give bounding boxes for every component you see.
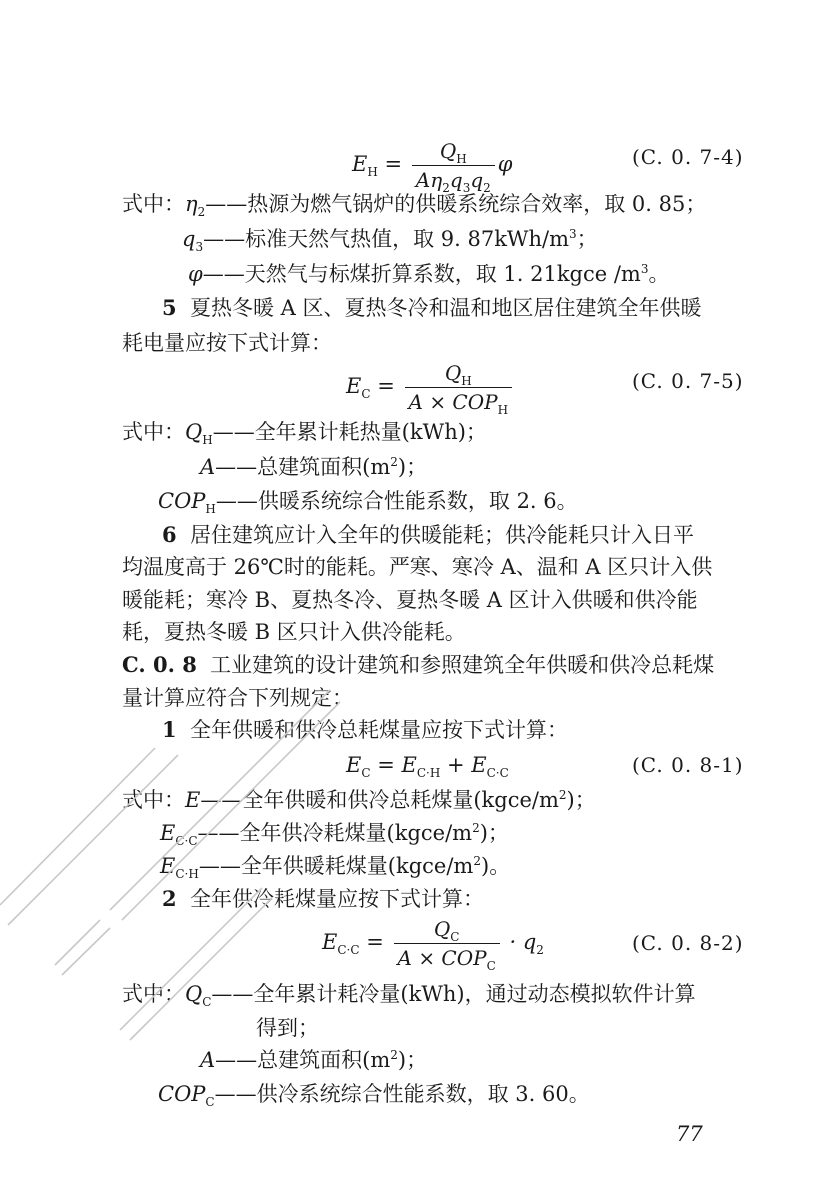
definition-line — [122, 417, 487, 447]
def-text: ——天然气与标煤折算系数，取 1. 21kgce /m — [202, 262, 641, 286]
def-superscript: 3 — [569, 227, 577, 241]
eq-subscript: C — [361, 766, 371, 781]
eq-fraction — [412, 138, 495, 193]
eq-subscript: H — [461, 374, 472, 388]
def-subscript: H — [205, 502, 216, 517]
def-subscript: H — [202, 433, 213, 448]
eq-subscript: H — [497, 403, 509, 417]
eq-subscript: C — [450, 930, 460, 944]
section-c08-line1 — [122, 650, 714, 680]
equation-number: (C. 0. 8-1) — [632, 753, 744, 777]
def-superscript: 2 — [473, 854, 481, 868]
def-symbol: E — [185, 788, 201, 812]
def-superscript: 2 — [472, 821, 480, 835]
eq-fraction — [394, 916, 500, 971]
def-symbol: COP — [158, 1082, 206, 1106]
def-subscript: 3 — [195, 240, 204, 255]
eq-subscript: C·C — [486, 766, 509, 781]
def-text: ——标准天然气热值，取 9. 87kWh/m — [203, 227, 570, 251]
equation-number: (C. 0. 7-4) — [632, 145, 744, 169]
def-text: )； — [479, 821, 509, 845]
eq-numerator: Q — [444, 361, 462, 385]
def-text: ——全年供暖和供冷总耗煤量(kgce/m — [200, 788, 559, 812]
definition-line — [122, 189, 706, 219]
eq-denominator: A — [415, 168, 431, 192]
def-superscript: 3 — [640, 262, 649, 276]
def-text: ——总建筑面积(m — [215, 1048, 391, 1072]
eq-denominator: A × COP — [408, 390, 498, 414]
eq-subscript: 2 — [442, 181, 450, 195]
def-text: ——供暖系统综合性能系数，取 2. 6。 — [215, 489, 578, 513]
def-text: ——全年累计耗热量(kWh)； — [212, 420, 487, 444]
eq-symbol: q — [449, 168, 463, 192]
eq-subscript: C·C — [337, 943, 360, 958]
eq-operator: = — [377, 374, 395, 398]
def-subscript: C — [202, 995, 212, 1010]
equation-c075 — [346, 360, 515, 415]
def-text: ——总建筑面积(m — [215, 455, 391, 479]
definition-line — [122, 785, 596, 815]
eq-numerator: Q — [433, 917, 451, 941]
eq-symbol: η — [430, 168, 443, 192]
def-symbol: Q — [185, 420, 203, 444]
clause-number: 5 — [162, 295, 177, 320]
equation-c082 — [322, 916, 544, 971]
equation-number: (C. 0. 8-2) — [632, 931, 744, 955]
def-text: )； — [397, 1048, 428, 1072]
eq-subscript: C — [361, 387, 371, 402]
eq-operator: = — [366, 930, 384, 954]
eq-subscript: C·H — [416, 766, 441, 781]
eq-subscript: 2 — [536, 943, 544, 958]
def-text: )； — [566, 788, 596, 812]
clause-5-line2: 耗电量应按下式计算： — [122, 331, 332, 355]
eq-symbol: E — [346, 753, 362, 777]
def-symbol: Q — [185, 982, 203, 1006]
def-text: )。 — [481, 854, 511, 878]
eq-subscript: H — [456, 152, 467, 166]
def-subscript: C·H — [175, 867, 199, 882]
def-superscript: 2 — [390, 455, 398, 469]
def-symbol: q — [182, 227, 196, 251]
eq-symbol: E — [322, 930, 338, 954]
def-text: ——供冷系统综合性能系数，取 3. 60。 — [214, 1082, 590, 1106]
definition-line — [188, 259, 670, 289]
clause-6-line4: 耗，夏热冬暖 B 区只计入供冷能耗。 — [122, 620, 466, 644]
definition-line — [122, 979, 696, 1009]
equation-number: (C. 0. 7-5) — [632, 369, 744, 393]
watermark-stroke — [8, 755, 178, 925]
def-text: ； — [576, 227, 598, 251]
eq-symbol: φ — [497, 152, 513, 176]
def-prefix: 式中： — [122, 420, 185, 444]
eq-fraction — [405, 360, 513, 415]
eq-operator: = — [384, 152, 403, 176]
definition-line — [160, 851, 510, 881]
clause-6-line2: 均温度高于 26℃时的能耗。严寒、寒冷 A、温和 A 区只计入供 — [122, 555, 713, 579]
page-number: 77 — [676, 1122, 703, 1146]
def-symbol: A — [200, 455, 216, 479]
definition-line — [200, 452, 427, 482]
eq-subscript: 3 — [462, 181, 471, 195]
definition-line — [182, 224, 598, 254]
clause-6-line3: 暖能耗；寒冷 B、夏热冬冷、夏热冬暖 A 区计入供暖和供冷能 — [122, 588, 698, 612]
eq-subscript: H — [367, 165, 378, 180]
eq-term: + E — [446, 753, 487, 777]
clause-text: 居住建筑应计入全年的供暖能耗；供冷能耗只计入日平 — [189, 523, 694, 547]
definition-line — [160, 818, 509, 848]
def-symbol: COP — [158, 489, 206, 513]
clause-text: 夏热冬暖 A 区、夏热冬冷和温和地区居住建筑全年供暖 — [189, 296, 702, 320]
def-superscript: 2 — [558, 788, 567, 802]
def-subscript: C·C — [175, 834, 198, 849]
def-prefix: 式中： — [122, 788, 185, 812]
eq-subscript: 2 — [483, 181, 491, 195]
def-symbol: φ — [188, 262, 203, 286]
watermark-stroke — [130, 898, 272, 1040]
watermark-stroke — [62, 928, 110, 975]
item-number: 1 — [162, 717, 177, 742]
eq-symbol: E — [352, 152, 368, 176]
def-subscript: 2 — [197, 205, 206, 220]
watermark-stroke — [55, 920, 100, 965]
eq-symbol: q — [470, 168, 484, 192]
definition-line — [158, 486, 578, 516]
def-symbol: E — [160, 821, 176, 845]
def-text: ——全年累计耗冷量(kWh)，通过动态模拟软件计算 — [211, 982, 696, 1006]
eq-subscript: C — [486, 959, 496, 973]
clause-5-line1 — [162, 293, 702, 323]
equation-c081 — [346, 750, 509, 780]
def-symbol: E — [160, 854, 176, 878]
watermark-stroke — [0, 748, 155, 905]
eq-denominator: A × COP — [397, 946, 487, 970]
eq-term: · q — [509, 930, 537, 954]
clause-6-line1 — [162, 520, 694, 550]
eq-symbol: E — [346, 374, 362, 398]
item-text: 全年供暖和供冷总耗煤量应按下式计算： — [189, 718, 568, 742]
equation-c074 — [352, 138, 513, 193]
def-prefix: 式中： — [122, 982, 185, 1006]
def-subscript: C — [205, 1095, 215, 1110]
def-symbol: A — [200, 1048, 216, 1072]
def-superscript: 2 — [390, 1048, 398, 1062]
section-number: C. 0. 8 — [122, 652, 197, 677]
section-c08-line2: 量计算应符合下列规定： — [122, 686, 353, 710]
item-number: 2 — [162, 886, 177, 911]
def-text: ——热源为燃气锅炉的供暖系统综合效率，取 0. 85； — [205, 192, 707, 216]
def-text: ——全年供暖耗煤量(kgce/m — [198, 854, 474, 878]
section-text: 工业建筑的设计建筑和参照建筑全年供暖和供冷总耗煤 — [210, 653, 715, 677]
definition-line: 得到； — [256, 1016, 319, 1040]
def-text: 。 — [648, 262, 670, 286]
item-1 — [162, 715, 568, 745]
definition-line — [200, 1045, 427, 1075]
def-text: )； — [397, 455, 428, 479]
def-symbol: η — [185, 192, 198, 216]
def-prefix: 式中： — [122, 192, 185, 216]
item-text: 全年供冷耗煤量应按下式计算： — [189, 887, 484, 911]
item-2 — [162, 884, 484, 914]
def-text: ——全年供冷耗煤量(kgce/m — [197, 821, 473, 845]
clause-number: 6 — [162, 522, 177, 547]
definition-line — [158, 1079, 590, 1109]
eq-term: = E — [377, 753, 417, 777]
eq-numerator: Q — [439, 139, 457, 163]
